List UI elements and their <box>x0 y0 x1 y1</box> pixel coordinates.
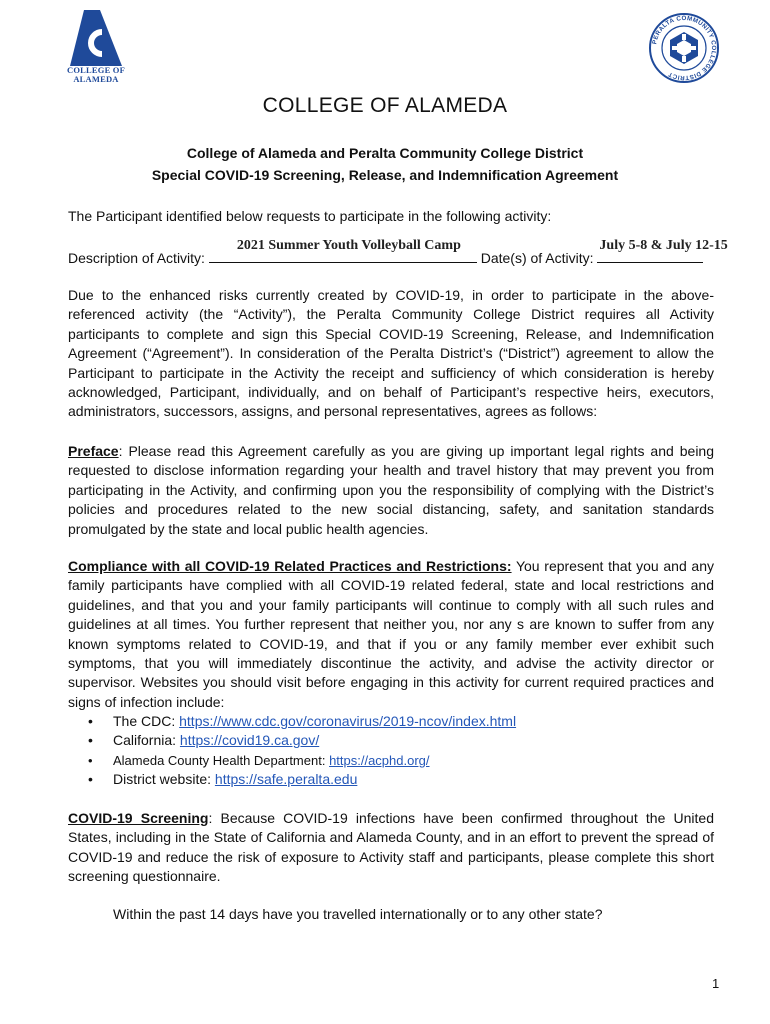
list-item: • District website: https://safe.peralta.edu <box>88 770 728 789</box>
preface-text: : Please read this Agreement carefully as you are giving up important legal rights and being requested to disclose information regarding your health and travel history that may prevent you from participating in the Activity, and confirming upon you the responsibility of complying with the District’s policies and procedures related to the new social distancing, safety, and sanitation standards promulgated by the state and local public health agencies. <box>68 443 714 537</box>
intro-paragraph: Due to the enhanced risks currently created by COVID-19, in order to participate in the above-referenced activity (the “Activity”), the Peralta Community College District requires all Activity participants to complete and sign this Special COVID-19 Screening, Release, and Indemnification Agreement (“Agreement”). In consideration of the Peralta District’s (“District”) agreement to allow the Participant to participate in the Activity the receipt and sufficiency of which consideration is hereby acknowledged, Participant, individually, and on behalf of Participant’s respective heirs, executors, administrators, successors, assigns, and personal representatives, agrees as follows: <box>68 287 714 420</box>
california-link[interactable]: https://covid19.ca.gov/ <box>179 732 320 749</box>
compliance-text: You represent that you and any family participants have complied with all COVID-19 related federal, state and local restrictions and guidelines, and that you and your family participants will continue to comply with all such rules and guidelines at all times. You further represent that neither you, nor any s are known to suffer from any known symptoms related to COVID-19, and that if you or any family member ever exhibit such symptoms, that you will immediately discontinue the activity, and advise the activity director or supervisor. Websites you should visit before engaging in this activity for current required practices and signs of infection include: <box>68 558 714 710</box>
screening-text: : Because COVID-19 infections have been confirmed throughout the United States, including in the State of California and Alameda County, and in an effort to prevent the spread of COVID-19 and reduce the risk of exposure to Activity staff and participants, please complete this short screening questionnaire. <box>68 810 714 885</box>
activity-intro: The Participant identified below requests to participate in the following activity: <box>68 208 552 224</box>
logo-left-caption: COLLEGE OF ALAMEDA <box>67 65 125 84</box>
svg-text:PERALTA COMMUNITY COLLEGE DIST: PERALTA COMMUNITY COLLEGE DISTRICT <box>651 14 718 82</box>
peralta-safe-link[interactable]: https://safe.peralta.edu <box>214 771 358 788</box>
acphd-link[interactable]: https://acphd.org/ <box>329 752 430 768</box>
page-number: 1 <box>712 976 720 991</box>
subtitle-district: College of Alameda and Peralta Community College District <box>186 145 584 161</box>
compliance-paragraph <box>68 557 714 712</box>
screening-paragraph <box>68 809 714 887</box>
list-item: • Alameda County Health Department: https://acphd.org/ <box>88 751 728 770</box>
list-item: • California: https://covid19.ca.gov/ <box>88 731 728 750</box>
dates-value: July 5-8 & July 12-15 <box>599 238 728 253</box>
alameda-a-icon <box>66 10 126 68</box>
preface-paragraph <box>68 442 714 539</box>
peralta-district-seal <box>648 12 720 84</box>
cdc-link[interactable]: https://www.cdc.gov/coronavirus/2019-ncov/index.html <box>179 713 517 729</box>
description-label: Description of Activity: <box>68 250 205 266</box>
subtitle-agreement: Special COVID-19 Screening, Release, and Indemnification Agreement <box>151 167 619 183</box>
preface-heading: Preface <box>68 443 119 459</box>
screening-question-1: Within the past 14 days have you travelled internationally or to any other state? <box>113 906 603 922</box>
compliance-heading: Compliance with all COVID-19 Related Practices and Restrictions: <box>68 558 512 574</box>
screening-heading: COVID-19 Screening <box>68 810 209 826</box>
page-title: COLLEGE OF ALAMEDA <box>262 94 508 117</box>
list-item: • The CDC: https://www.cdc.gov/coronavirus/2019-ncov/index.html <box>88 712 728 731</box>
websites-list <box>88 712 728 790</box>
description-field[interactable] <box>209 238 477 263</box>
description-value: 2021 Summer Youth Volleyball Camp <box>236 238 461 253</box>
dates-field[interactable] <box>597 238 728 263</box>
dates-label: Date(s) of Activity: <box>480 250 594 266</box>
activity-line <box>68 238 728 266</box>
